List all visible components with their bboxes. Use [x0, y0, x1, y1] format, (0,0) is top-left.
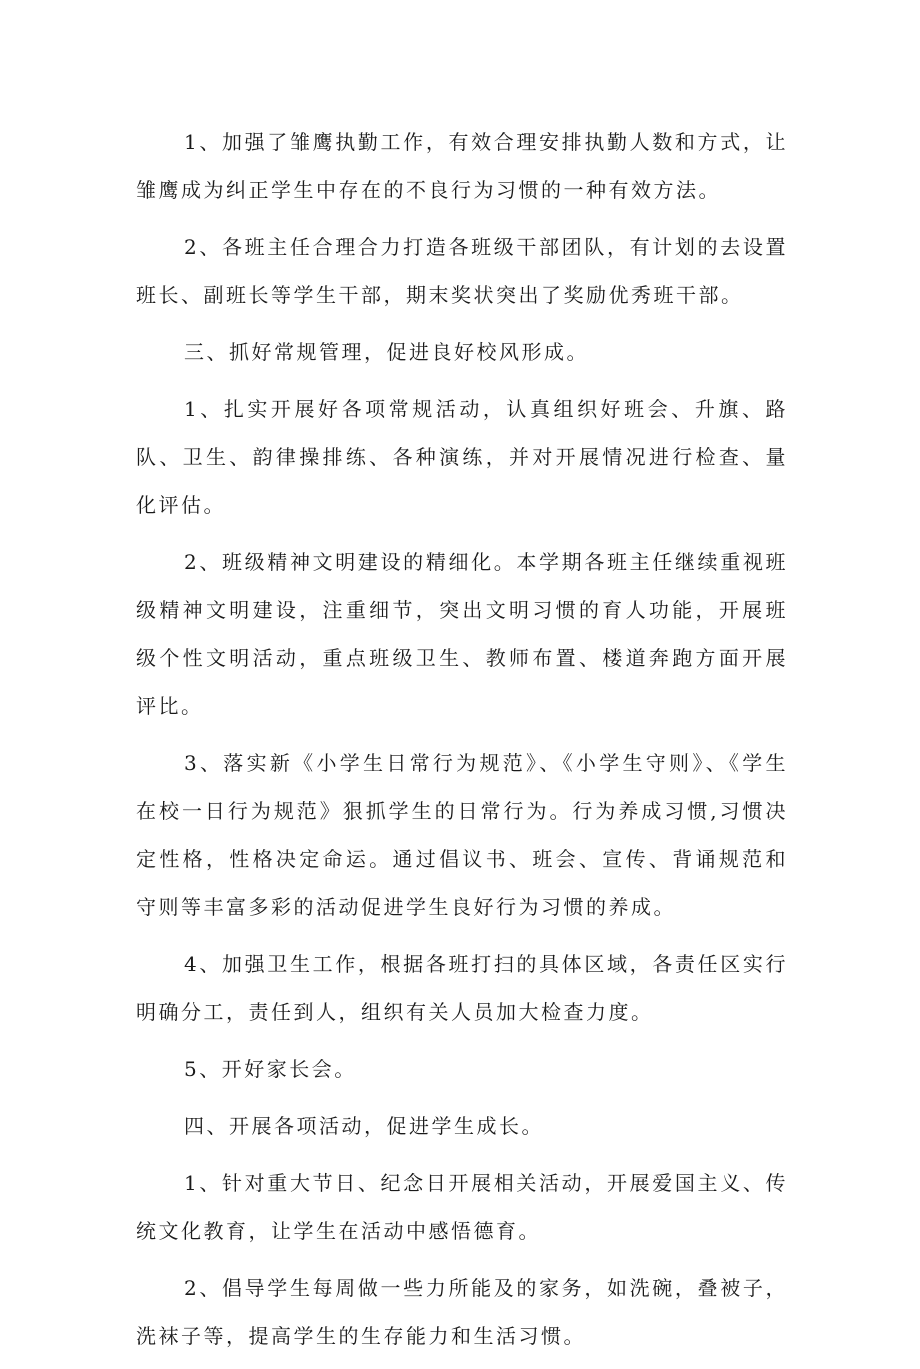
- paragraph-housework: 2、倡导学生每周做一些力所能及的家务，如洗碗，叠被子，洗袜子等，提高学生的生存能力和生活习惯。: [136, 1276, 788, 1348]
- section-heading-activities: 四、开展各项活动，促进学生成长。: [184, 1114, 544, 1138]
- paragraph-class-civilization: 2、班级精神文明建设的精细化。本学期各班主任继续重视班级精神文明建设，注重细节，突出文明习惯的育人功能，开展班级个性文明活动，重点班级卫生、教师布置、楼道奔跑方面开展评比。: [136, 550, 788, 718]
- section-heading-routine-management: 三、抓好常规管理，促进良好校风形成。: [184, 340, 589, 364]
- paragraph-eagle-duty: 1、加强了雏鹰执勤工作，有效合理安排执勤人数和方式，让雏鹰成为纠正学生中存在的不良行为习惯的一种有效方法。: [136, 130, 788, 202]
- paragraph-behavior-norms: 3、落实新《小学生日常行为规范》、《小学生守则》、《学生在校一日行为规范》狠抓学生的日常行为。行为养成习惯,习惯决定性格，性格决定命运。通过倡议书、班会、宣传、背诵规范和守则等丰富多彩的活动促进学生良好行为习惯的养成。: [136, 751, 788, 919]
- document-body: [136, 118, 788, 1369]
- paragraph-routine-activities: 1、扎实开展好各项常规活动，认真组织好班会、升旗、路队、卫生、韵律操排练、各种演练，并对开展情况进行检查、量化评估。: [136, 397, 788, 517]
- paragraph-class-cadres: 2、各班主任合理合力打造各班级干部团队，有计划的去设置班长、副班长等学生干部，期末奖状突出了奖励优秀班干部。: [136, 235, 788, 307]
- paragraph-parent-meeting: 5、开好家长会。: [184, 1057, 357, 1081]
- paragraph-hygiene-work: 4、加强卫生工作，根据各班打扫的具体区域，各责任区实行明确分工，责任到人，组织有关人员加大检查力度。: [136, 952, 788, 1024]
- paragraph-festival-activities: 1、针对重大节日、纪念日开展相关活动，开展爱国主义、传统文化教育，让学生在活动中感悟德育。: [136, 1171, 788, 1243]
